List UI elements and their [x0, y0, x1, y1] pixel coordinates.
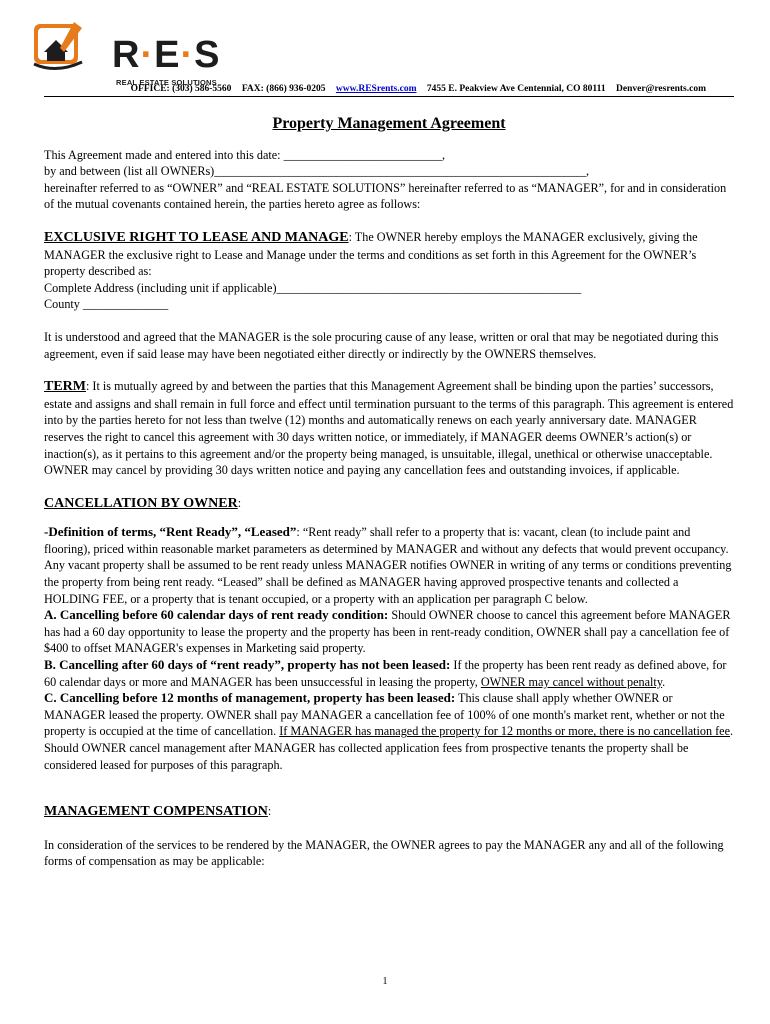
clause-b: [44, 657, 734, 690]
clause-a-text: Should OWNER choose to cancel this agreement before MANAGER has had a 60 day opportunity to lease the property and the property has been in rent-ready condition, OWNER shall pay a cancellation fee of $400 to offset MANAGER's expenses in Marketing said property.: [44, 608, 731, 656]
office-address: 7455 E. Peakview Ave Centennial, CO 80111: [426, 84, 606, 94]
email-address: Denver@resrents.com: [616, 84, 706, 94]
company-logo: [30, 18, 221, 87]
page-number: 1: [382, 976, 388, 987]
agreement-body: [44, 116, 734, 870]
compensation-heading-suffix: :: [267, 804, 272, 819]
term-heading: TERM: [44, 379, 86, 395]
exclusive-section: [44, 229, 734, 280]
clause-b-heading: B. Cancelling after 60 days of “rent ready”, property has not been leased:: [44, 657, 451, 673]
compensation-heading: MANAGEMENT COMPENSATION: [44, 804, 268, 820]
website-link[interactable]: www.RESrents.com: [335, 84, 417, 94]
logo-subtitle: REAL ESTATE SOLUTIONS: [116, 78, 217, 87]
contact-bar: [44, 84, 734, 97]
term-text: : It is mutually agreed by and between the parties that this Management Agreement shall be binding upon the parties’ successors, estate and assigns and shall remain in full force and effect until termination pursuant to the terms of this paragraph. This agreement is entered into by the parties hereto for not less than twelve (12) months and automatically renews on each yearly anniversary date. MANAGER reserves the right to cancel this agreement with 30 days written notice, or immediately, if MANAGER deems OWNER’s action(s) or inaction(s), as it pertains to this agreement and/or the property being managed, is unsuitable, illegal, unethical or otherwise unacceptable. OWNER may cancel by providing 30 days written notice and paying any cancellation fees and outstanding invoices, if applicable.: [44, 379, 734, 478]
clause-c-text: This clause shall apply whether OWNER or MANAGER leased the property. OWNER shall pay MANAGER a cancellation fee of 100% of one month's market rent, whether or not the property is occupied at the time of cancellation.: [44, 691, 725, 739]
exclusive-heading: EXCLUSIVE RIGHT TO LEASE AND MANAGE: [44, 229, 349, 245]
clause-a-heading: A. Cancelling before 60 calendar days of rent ready condition:: [44, 607, 389, 623]
clause-c-end: . Should OWNER cancel management after MANAGER has collected application fees from prospective tenants the property shall be considered leased for purposes of this paragraph.: [44, 724, 734, 772]
definitions-paragraph: [44, 524, 734, 607]
house-check-icon: [30, 18, 90, 74]
office-phone: OFFICE: (303) 586-5560: [130, 84, 232, 94]
cancellation-heading: CANCELLATION BY OWNER: [44, 495, 238, 511]
logo-wordmark: R·E·S: [112, 34, 221, 76]
procuring-cause-text: It is understood and agreed that the MANAGER is the sole procuring cause of any lease, written or oral that may be negotiated during this agreement, even if said lease may have been negotiated either directly or indirectly by the OWNERS themselves.: [44, 329, 719, 361]
intro-owners-line: by and between (list all OWNERs)_____________________________________________________________,: [44, 164, 590, 179]
intro-parties-text: hereinafter referred to as “OWNER” and “REAL ESTATE SOLUTIONS” hereinafter referred to as “MANAGER”, for and in consideration of the mutual covenants contained herein, the parties hereto agree as follows:: [44, 180, 727, 212]
definitions-heading: -Definition of terms, “Rent Ready”, “Leased”: [44, 524, 297, 540]
clause-c-heading: C. Cancelling before 12 months of management, property has been leased:: [44, 690, 456, 706]
cancellation-heading-line: [44, 495, 734, 513]
page-title: Property Management Agreement: [272, 115, 506, 132]
compensation-heading-line: [44, 803, 734, 821]
exclusive-text: : The OWNER hereby employs the MANAGER exclusively, giving the MANAGER the exclusive right to Lease and Manage under the terms and conditions as set forth in this Agreement for the OWNER’s property described as:: [44, 229, 698, 279]
intro-date-line: This Agreement made and entered into this date: __________________________,: [44, 147, 446, 162]
county-line: County ______________: [44, 297, 169, 312]
clause-c: [44, 690, 734, 773]
term-section: [44, 378, 734, 479]
property-address-line: Complete Address (including unit if applicable)__________________________________________________: [44, 280, 582, 295]
fax-number: FAX: (866) 936-0205: [241, 84, 326, 94]
definitions-text: : “Rent ready” shall refer to a property that is: vacant, clean (to include paint and flooring), priced within reasonable market parameters as determined by MANAGER and without any defects that would prevent occupancy. Any vacant property shall be assumed to be rent ready unless MANAGER notifies OWNER in writing of any terms or conditions preventing the property from being rent ready. “Leased” shall be defined as MANAGER having approved prospective tenants and collected a HOLDING FEE, or a property that is tenant occupied, or a property with an application per paragraph C below.: [44, 525, 732, 606]
clause-b-end: .: [662, 674, 666, 689]
clause-a: [44, 607, 734, 657]
compensation-text: In consideration of the services to be rendered by the MANAGER, the OWNER agrees to pay the MANAGER any and all of the following forms of compensation as may be applicable:: [44, 837, 724, 869]
cancellation-heading-suffix: :: [237, 495, 242, 510]
clause-b-underlined: OWNER may cancel without penalty: [480, 674, 663, 689]
clause-b-text: If the property has been rent ready as defined above, for 60 calendar days or more and MANAGER has been unsuccessful in leasing the property,: [44, 658, 727, 689]
clause-c-underlined: If MANAGER has managed the property for 12 months or more, there is no cancellation fee: [279, 724, 731, 739]
